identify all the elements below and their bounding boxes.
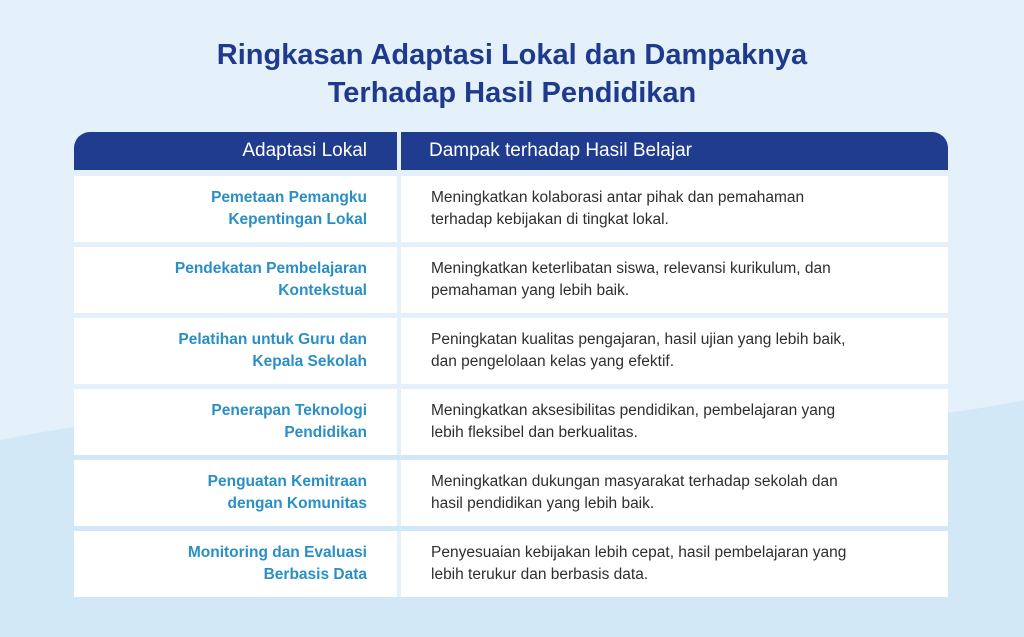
- adaptation-cell: [74, 531, 401, 597]
- impact-text: Meningkatkan aksesibilitas pendidikan, pembelajaran yang lebih fleksibel dan berkualitas.: [431, 402, 836, 441]
- adaptation-cell: [74, 318, 401, 384]
- table-row: [74, 176, 948, 242]
- adaptation-cell: [74, 460, 401, 526]
- adaptation-cell: [74, 176, 401, 242]
- impact-text: Meningkatkan dukungan masyarakat terhadap sekolah dan hasil pendidikan yang lebih baik.: [431, 473, 838, 512]
- impact-cell: [401, 318, 948, 384]
- page-title: [0, 36, 1024, 112]
- adaptation-text: Penerapan Teknologi Pendidikan: [211, 402, 367, 441]
- table-row: [74, 247, 948, 313]
- adaptation-cell: [74, 389, 401, 455]
- table-row: [74, 531, 948, 597]
- impact-cell: [401, 389, 948, 455]
- impact-cell: [401, 531, 948, 597]
- summary-table: [74, 132, 948, 597]
- table-row: [74, 318, 948, 384]
- impact-text: Meningkatkan kolaborasi antar pihak dan pemahaman terhadap kebijakan di tingkat lokal.: [431, 189, 805, 228]
- table-header: [74, 132, 948, 170]
- table-row: [74, 460, 948, 526]
- impact-text: Penyesuaian kebijakan lebih cepat, hasil pembelajaran yang lebih terukur dan berbasis data.: [431, 544, 847, 583]
- impact-text: Peningkatan kualitas pengajaran, hasil ujian yang lebih baik, dan pengelolaan kelas yang efektif.: [431, 331, 846, 370]
- impact-text: Meningkatkan keterlibatan siswa, relevansi kurikulum, dan pemahaman yang lebih baik.: [431, 260, 831, 299]
- adaptation-cell: [74, 247, 401, 313]
- adaptation-text: Pelatihan untuk Guru dan Kepala Sekolah: [178, 331, 367, 370]
- impact-cell: [401, 460, 948, 526]
- adaptation-text: Penguatan Kemitraan dengan Komunitas: [207, 473, 367, 512]
- page-title-line-2: Terhadap Hasil Pendidikan: [327, 77, 697, 109]
- table-row: [74, 389, 948, 455]
- adaptation-text: Pendekatan Pembelajaran Kontekstual: [174, 260, 367, 299]
- header-adaptasi-lokal: Adaptasi Lokal: [74, 132, 401, 170]
- adaptation-text: Pemetaan Pemangku Kepentingan Lokal: [211, 189, 367, 228]
- table-body: [74, 176, 948, 597]
- header-dampak: Dampak terhadap Hasil Belajar: [429, 140, 692, 161]
- impact-cell: [401, 247, 948, 313]
- page-title-line-1: Ringkasan Adaptasi Lokal dan Dampaknya: [216, 39, 808, 71]
- impact-cell: [401, 176, 948, 242]
- adaptation-text: Monitoring dan Evaluasi Berbasis Data: [187, 544, 367, 583]
